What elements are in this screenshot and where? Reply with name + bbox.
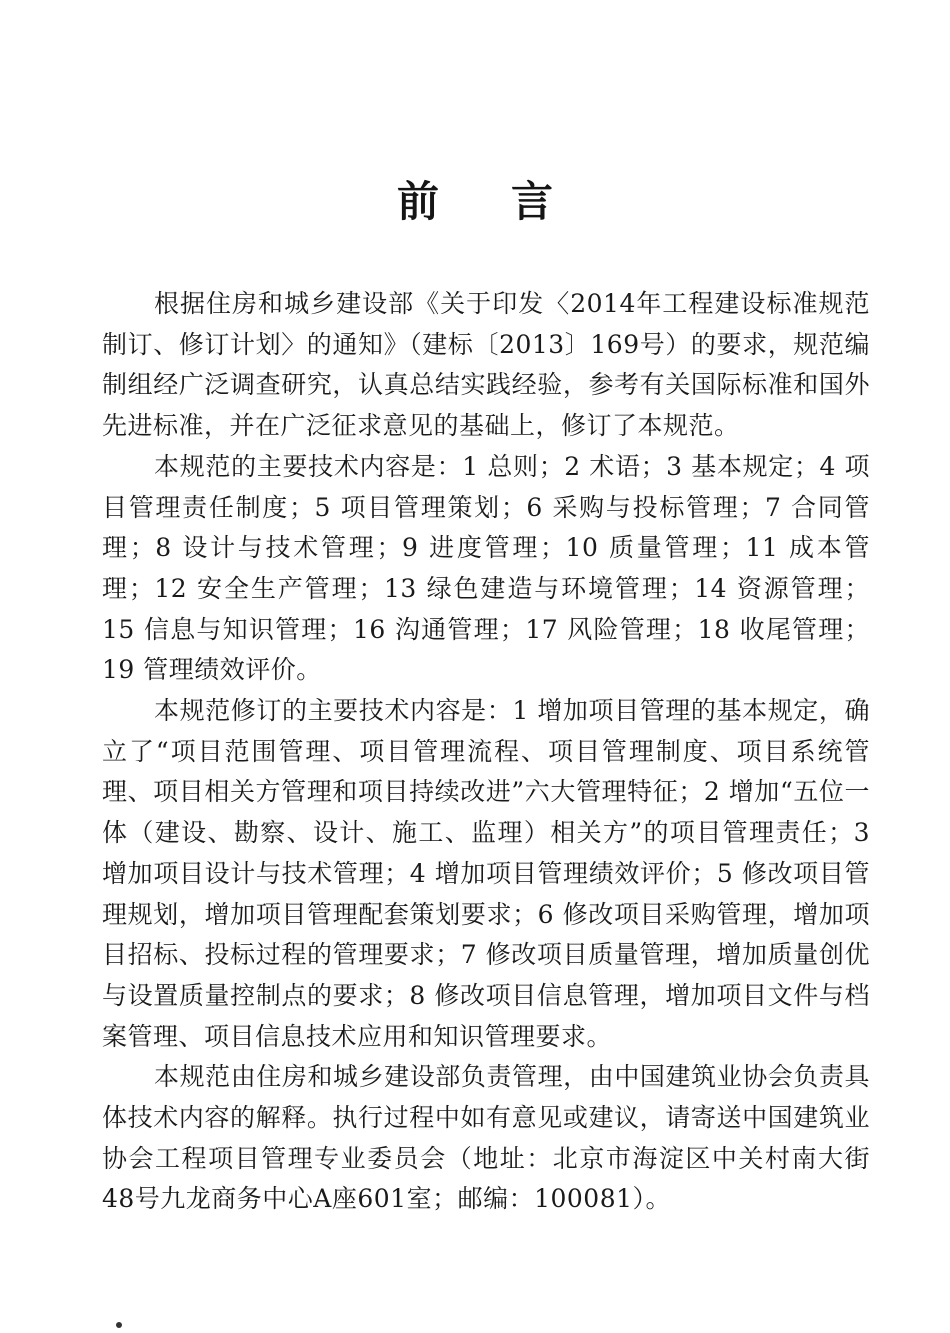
paragraph-management: 本规范由住房和城乡建设部负责管理，由中国建筑业协会负责具体技术内容的解释。执行过程中如有意见或建议，请寄送中国建筑业协会工程项目管理专业委员会（地址：北京市海淀区中关村南大街48号九龙商务中心A座601室；邮编：100081）。 xyxy=(102,1062,870,1214)
paragraph-basis: 根据住房和城乡建设部《关于印发〈2014年工程建设标准规范制订、修订计划〉的通知》（建标〔2013〕169号）的要求，规范编制组经广泛调查研究，认真总结实践经验，参考有关国际标准和国外先进标准，并在广泛征求意见的基础上，修订了本规范。 xyxy=(102,289,870,441)
page-title: 前言 xyxy=(396,177,625,226)
page-dot-mark xyxy=(116,1322,122,1328)
paragraph-main-contents: 本规范的主要技术内容是：1 总则；2 术语；3 基本规定；4 项目管理责任制度；5 项目管理策划；6 采购与投标管理；7 合同管理；8 设计与技术管理；9 进度管理；10 质量管理；11 成本管理；12 安全生产管理；13 绿色建造与环境管理；14 资源管理；15 信息与知识管理；16 沟通管理；17 风险管理；18 收尾管理；19 管理绩效评价。 xyxy=(102,451,870,685)
body-text xyxy=(102,284,870,1220)
paragraph-revision-contents: 本规范修订的主要技术内容是：1 增加项目管理的基本规定，确立了“项目范围管理、项目管理流程、项目管理制度、项目系统管理、项目相关方管理和项目持续改进”六大管理特征；2 增加“五位一体（建设、勘察、设计、施工、监理）相关方”的项目管理责任；3 增加项目设计与技术管理；4 增加项目管理绩效评价；5 修改项目管理规划，增加项目管理配套策划要求；6 修改项目采购管理，增加项目招标、投标过程的管理要求；7 修改项目质量管理，增加质量创优与设置质量控制点的要求；8 修改项目信息管理，增加项目文件与档案管理、项目信息技术应用和知识管理要求。 xyxy=(102,696,870,1051)
